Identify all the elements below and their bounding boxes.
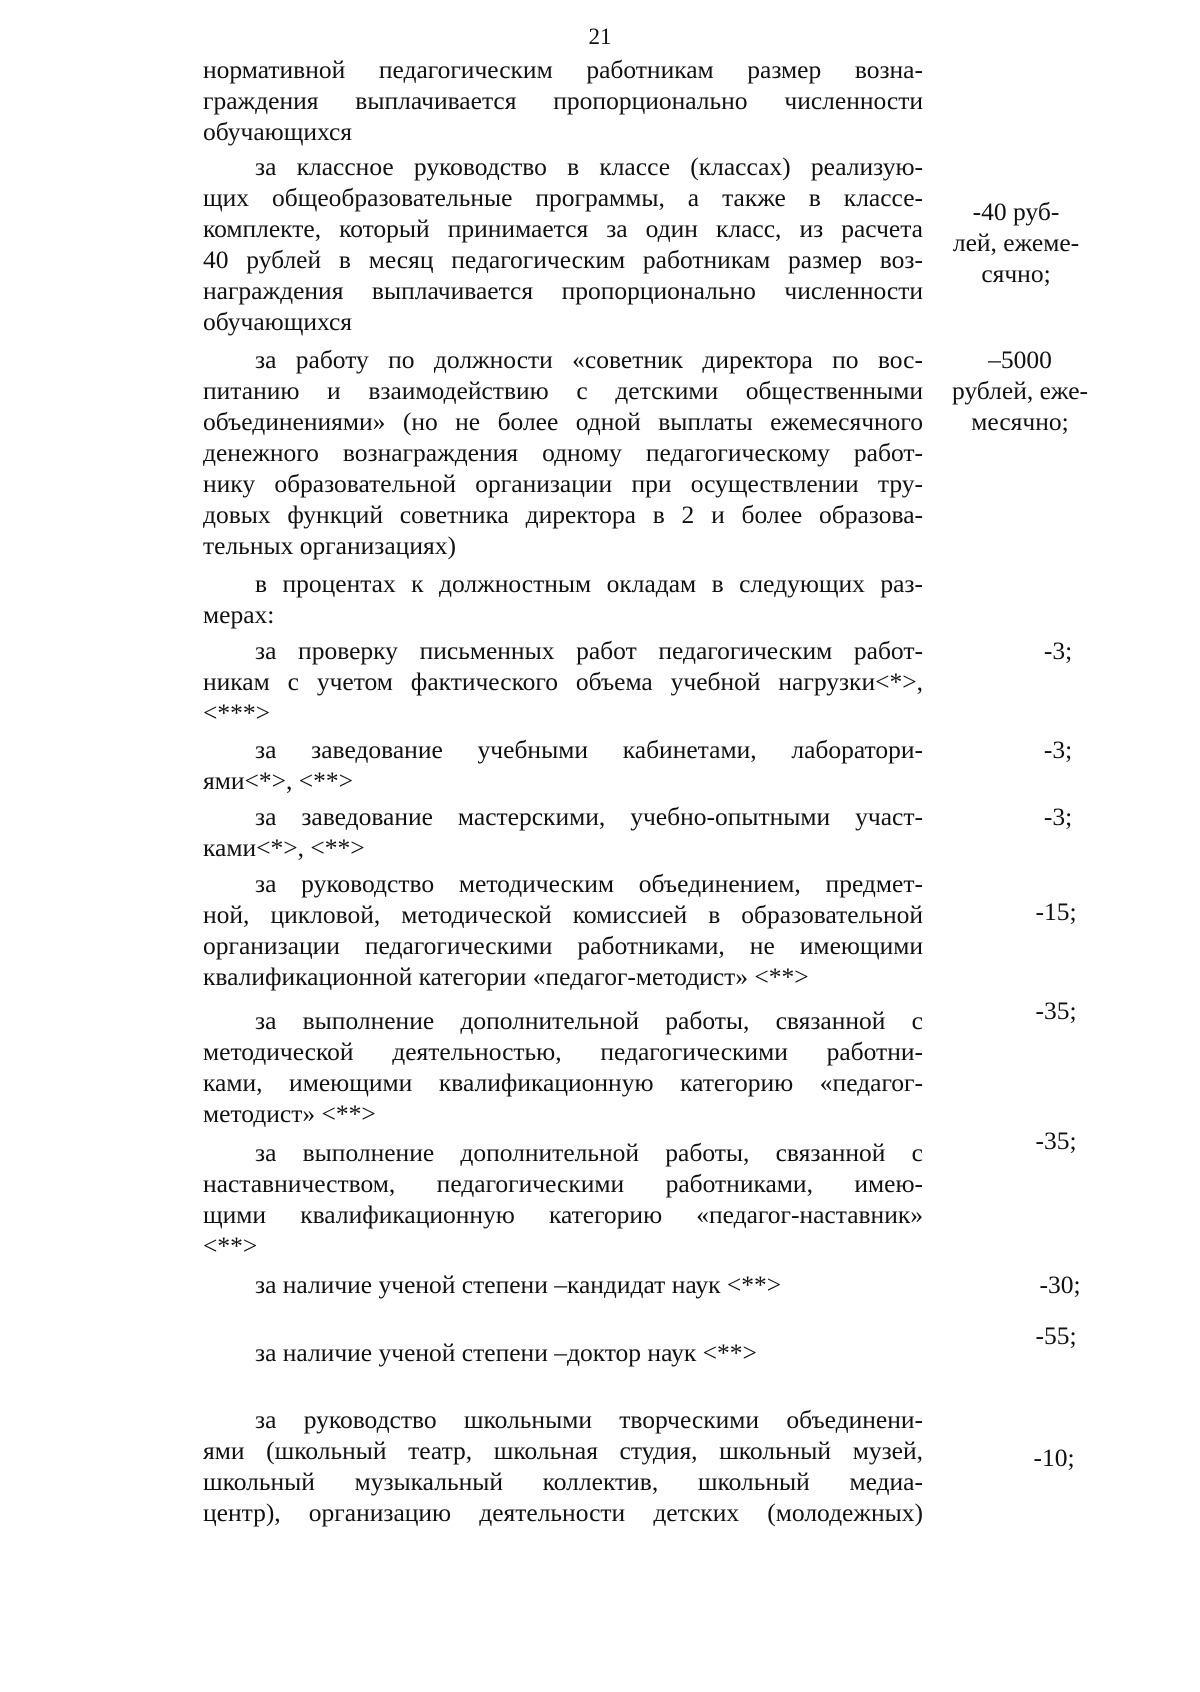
payment-amount (1039, 1269, 1080, 1300)
paragraph-line: объединениями» (но не более одной выплаты ежемесячного (203, 407, 923, 436)
payment-amount-line: -3; (1043, 802, 1073, 831)
payment-amount-line: -55; (1035, 1321, 1077, 1350)
paragraph-line: ной, цикловой, методической комиссией в образовательной (203, 900, 923, 929)
payment-amount (1044, 734, 1072, 765)
paragraph-line: методист» <**> (203, 1099, 376, 1128)
page-number: 21 (588, 24, 612, 49)
payment-amount (1035, 1125, 1076, 1156)
payment-amount-line: -35; (1035, 996, 1077, 1025)
paragraph-line: граждения выплачивается пропорционально численности (203, 86, 923, 115)
paragraph-line: 40 рублей в месяц педагогическим работникам размер воз- (203, 245, 923, 274)
payment-amount-line: -40 руб- (972, 197, 1060, 226)
paragraph-line: <**> (203, 1231, 258, 1260)
paragraph (203, 151, 923, 337)
paragraph-line: <***> (203, 698, 271, 727)
payment-amount-line: сячно; (981, 259, 1051, 288)
payment-amount-line: лей, ежеме- (952, 228, 1080, 257)
payment-amount-line: -10; (1033, 1443, 1075, 1472)
paragraph (203, 54, 923, 147)
paragraph-line: комплекте, который принимается за один класс, из расчета (203, 214, 923, 243)
paragraph-line: ками, имеющими квалификационную категорию «педагог- (203, 1068, 923, 1097)
payment-amount (952, 344, 1088, 437)
paragraph-line: нормативной педагогическим работникам размер возна- (203, 55, 923, 84)
paragraph (203, 344, 923, 561)
paragraph-line: организации педагогическими работниками, не имеющими (203, 931, 923, 960)
paragraph-line: школьный музыкальный коллектив, школьный медиа- (203, 1467, 923, 1496)
paragraph-line: за наличие ученой степени –кандидат наук <**> (255, 1270, 782, 1299)
paragraph (203, 568, 923, 630)
paragraph-line: ками<*>, <**> (203, 833, 365, 862)
paragraph (203, 1404, 923, 1528)
paragraph-line: за проверку письменных работ педагогическим работ- (255, 636, 923, 665)
payment-amount-line: рублей, еже- (951, 376, 1089, 405)
paragraph-line: наставничеством, педагогическими работниками, имею- (203, 1169, 923, 1198)
paragraph-line: за классное руководство в классе (классах) реализую- (255, 152, 923, 181)
paragraph (203, 1337, 923, 1368)
paragraph (203, 734, 923, 796)
paragraph-line: обучающихся (203, 307, 353, 336)
paragraph-line: квалификационной категории «педагог-методист» <**> (203, 962, 809, 991)
paragraph-line: тельных организациях) (203, 531, 456, 560)
paragraph (203, 1137, 923, 1261)
paragraph-line: за выполнение дополнительной работы, связанной с (255, 1006, 923, 1035)
paragraph-line: нику образовательной организации при осуществлении тру- (203, 469, 923, 498)
paragraph (203, 1005, 923, 1129)
payment-amount-line: -15; (1035, 897, 1077, 926)
paragraph-line: щими квалификационную категорию «педагог-наставник» (203, 1200, 923, 1229)
paragraph-line: награждения выплачивается пропорционально численности (203, 276, 923, 305)
paragraph (203, 868, 923, 992)
payment-amount (1035, 1320, 1076, 1351)
paragraph-line: ями (школьный театр, школьная студия, школьный музей, (203, 1436, 923, 1465)
paragraph-line: никам с учетом фактического объема учебной нагрузки<*>, (203, 667, 923, 696)
paragraph-line: за выполнение дополнительной работы, связанной с (255, 1138, 923, 1167)
payment-amount (1035, 995, 1076, 1026)
payment-amount-line: -30; (1039, 1270, 1081, 1299)
paragraph-line: за заведование учебными кабинетами, лаборатори- (255, 735, 923, 764)
paragraph (203, 1269, 923, 1300)
paragraph-line: щих общеобразовательные программы, а также в классе- (203, 183, 923, 212)
payment-amount (1044, 635, 1072, 666)
payment-amount-line: -3; (1043, 636, 1073, 665)
paragraph (203, 801, 923, 863)
payment-amount-line: месячно; (971, 407, 1069, 436)
paragraph-line: за руководство методическим объединением, предмет- (255, 869, 923, 898)
paragraph-line: за руководство школьными творческими объединени- (255, 1405, 923, 1434)
payment-amount-line: -3; (1043, 735, 1073, 764)
paragraph-line: обучающихся (203, 117, 353, 146)
payment-amount (953, 196, 1079, 289)
payment-amount-line: -35; (1035, 1126, 1077, 1155)
paragraph-line: ями<*>, <**> (203, 766, 354, 795)
paragraph-line: за наличие ученой степени –доктор наук <**> (255, 1338, 757, 1367)
payment-amount (1033, 1442, 1074, 1473)
paragraph (203, 635, 923, 728)
paragraph-line: денежного вознаграждения одному педагогическому работ- (203, 438, 923, 467)
payment-amount (1044, 801, 1072, 832)
paragraph-line: довых функций советника директора в 2 и более образова- (203, 500, 923, 529)
paragraph-line: методической деятельностью, педагогическими работни- (203, 1037, 923, 1066)
paragraph-line: питанию и взаимодействию с детскими общественными (203, 376, 923, 405)
paragraph-line: мерах: (203, 600, 275, 629)
payment-amount (1035, 896, 1076, 927)
paragraph-line: в процентах к должностным окладам в следующих раз- (255, 569, 923, 598)
paragraph-line: за работу по должности «советник директора по вос- (255, 345, 923, 374)
payment-amount-line: –5000 (988, 345, 1052, 374)
paragraph-line: центр), организацию деятельности детских (молодежных) (203, 1498, 923, 1527)
paragraph-line: за заведование мастерскими, учебно-опытными участ- (255, 802, 923, 831)
